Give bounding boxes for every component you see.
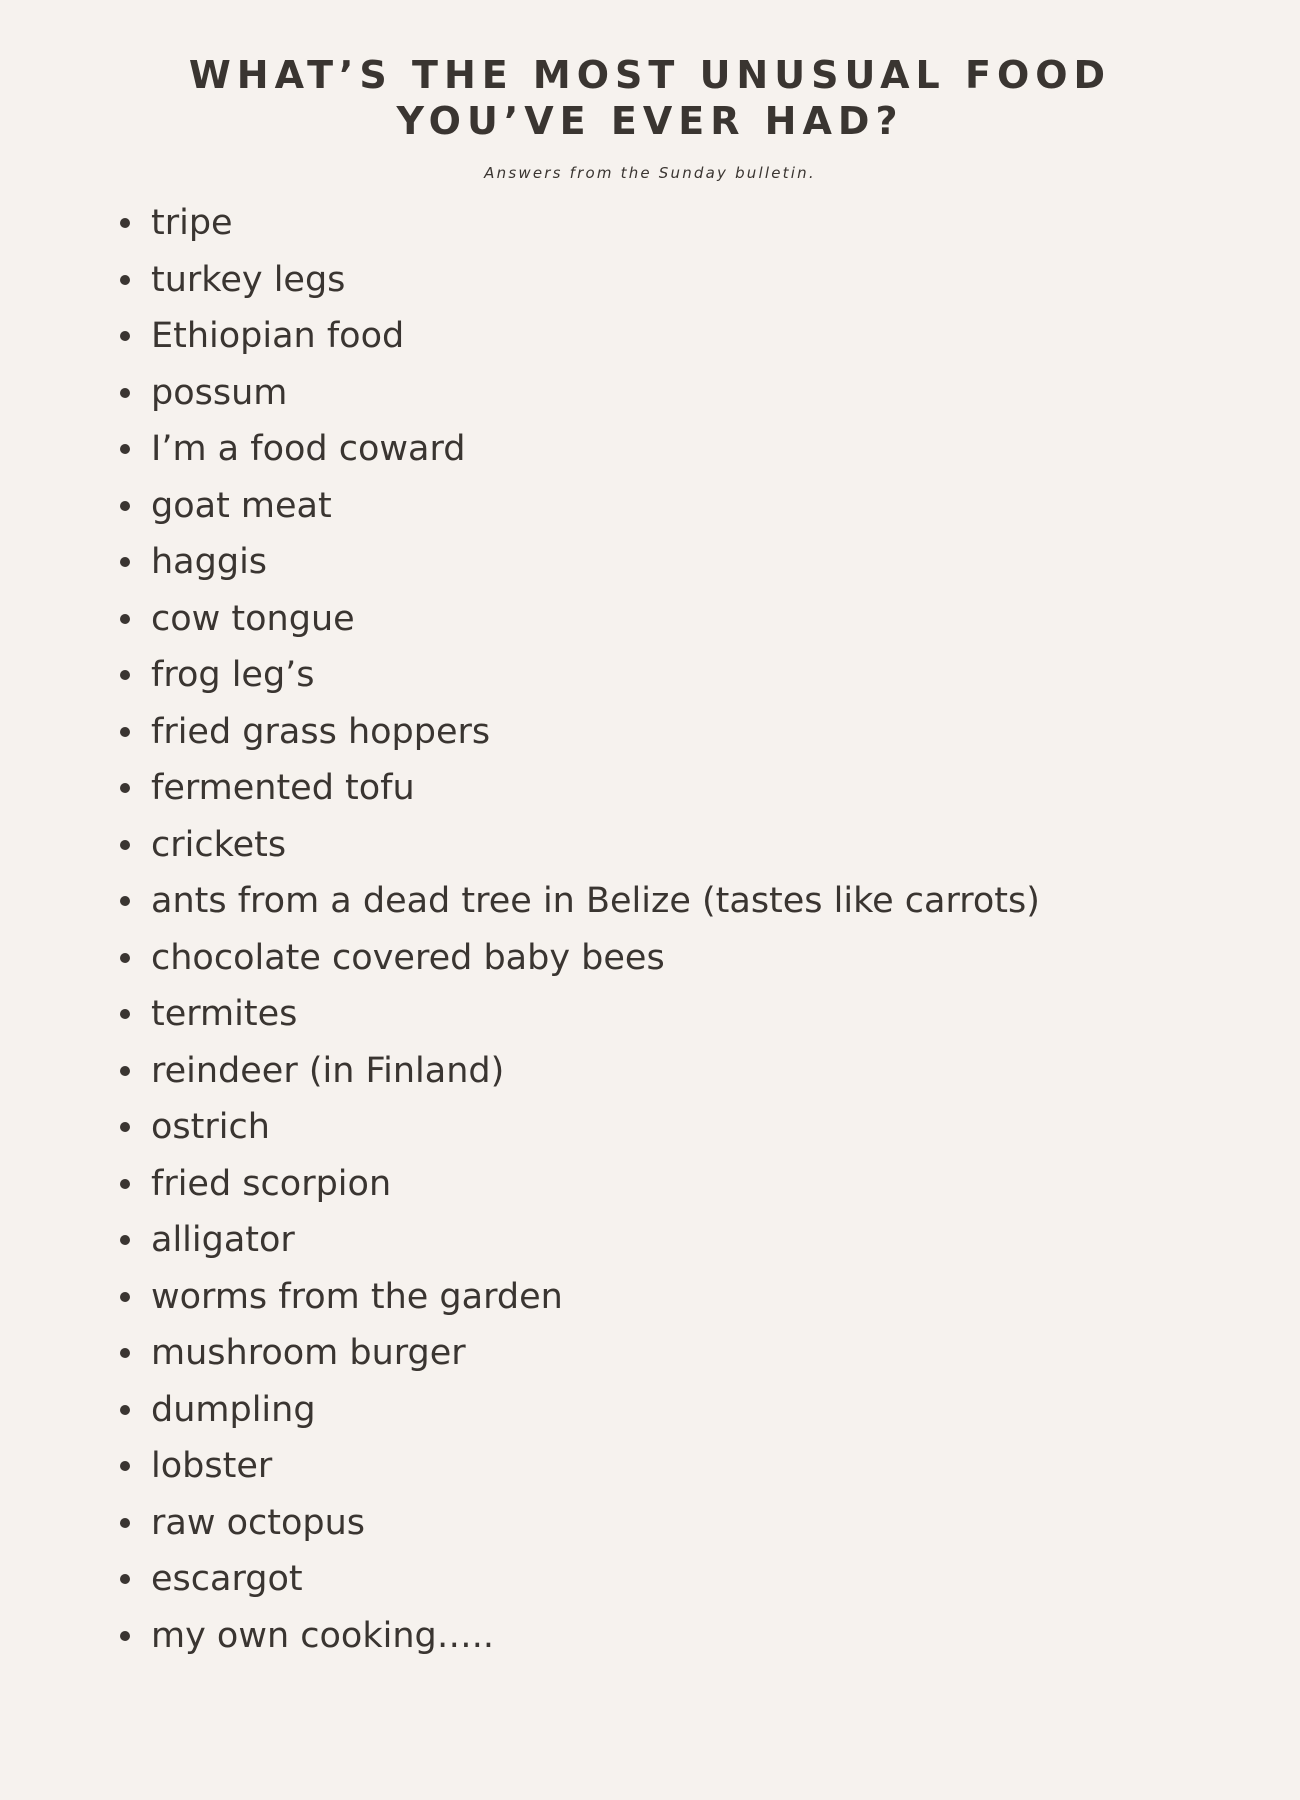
bullet-icon — [120, 444, 130, 454]
list-item — [118, 195, 1040, 252]
page-title — [0, 52, 1300, 144]
bullet-icon — [120, 1009, 130, 1019]
answers-list — [118, 195, 1040, 1664]
answer-text: escargot — [151, 1559, 303, 1599]
answer-text: alligator — [151, 1220, 295, 1260]
answer-text: ostrich — [151, 1107, 270, 1147]
bullet-icon — [120, 1518, 130, 1528]
answer-text: dumpling — [151, 1389, 316, 1430]
bullet-icon — [120, 557, 130, 567]
answer-text: chocolate covered baby bees — [151, 937, 665, 978]
bullet-icon — [120, 331, 130, 341]
answer-text: possum — [151, 372, 288, 413]
answer-text: goat meat — [151, 485, 332, 526]
bullet-icon — [120, 840, 130, 850]
answer-text: raw octopus — [151, 1502, 366, 1543]
bullet-icon — [120, 1405, 130, 1415]
list-item — [118, 873, 1040, 930]
list-item — [118, 1551, 1040, 1608]
bullet-icon — [120, 896, 130, 906]
answer-text: tripe — [151, 203, 233, 243]
answer-text: fried grass hoppers — [151, 711, 491, 752]
list-item — [118, 1043, 1040, 1100]
list-item — [118, 817, 1040, 874]
bullet-icon — [120, 1292, 130, 1302]
title-line-1: WHAT’S THE MOST UNUSUAL FOOD — [188, 53, 1112, 97]
bullet-icon — [120, 1631, 130, 1641]
list-item — [118, 1325, 1040, 1382]
list-item — [118, 1099, 1040, 1156]
page-subtitle: Answers from the Sunday bulletin. — [484, 164, 816, 182]
list-item — [118, 478, 1040, 535]
answer-text: haggis — [151, 542, 268, 582]
list-item — [118, 421, 1040, 478]
bullet-icon — [120, 1574, 130, 1584]
bullet-icon — [120, 1461, 130, 1471]
answer-text: Ethiopian food — [151, 316, 405, 356]
list-item — [118, 308, 1040, 365]
answer-text: I’m a food coward — [151, 429, 466, 469]
list-item — [118, 1156, 1040, 1213]
list-item — [118, 704, 1040, 761]
answer-text: frog leg’s — [151, 655, 315, 695]
list-item — [118, 647, 1040, 704]
answer-text: termites — [151, 994, 298, 1034]
list-item — [118, 1212, 1040, 1269]
bullet-icon — [120, 1179, 130, 1189]
list-item — [118, 930, 1040, 987]
bullet-icon — [120, 388, 130, 398]
list-item — [118, 365, 1040, 422]
bullet-icon — [120, 614, 130, 624]
list-item — [118, 1438, 1040, 1495]
bullet-icon — [120, 1348, 130, 1358]
bullet-icon — [120, 501, 130, 511]
bullet-icon — [120, 953, 130, 963]
answer-text: fermented tofu — [151, 768, 415, 808]
list-item — [118, 986, 1040, 1043]
bullet-icon — [120, 1122, 130, 1132]
list-item — [118, 1269, 1040, 1326]
answer-text: my own cooking….. — [151, 1615, 494, 1656]
title-line-2: YOU’VE EVER HAD? — [396, 99, 904, 143]
bullet-icon — [120, 275, 130, 285]
answer-text: worms from the garden — [151, 1276, 563, 1317]
list-item — [118, 1382, 1040, 1439]
bullet-icon — [120, 218, 130, 228]
list-item — [118, 1495, 1040, 1552]
answer-text: cow tongue — [151, 598, 355, 639]
answer-text: turkey legs — [151, 259, 346, 300]
answer-text: crickets — [151, 824, 287, 865]
bullet-icon — [120, 783, 130, 793]
bullet-icon — [120, 670, 130, 680]
answer-text: mushroom burger — [151, 1333, 466, 1373]
bullet-icon — [120, 727, 130, 737]
bullet-icon — [120, 1066, 130, 1076]
answer-text: lobster — [151, 1446, 273, 1486]
bullet-icon — [120, 1235, 130, 1245]
answer-text: fried scorpion — [151, 1163, 392, 1204]
list-item — [118, 534, 1040, 591]
list-item — [118, 760, 1040, 817]
list-item — [118, 252, 1040, 309]
answer-text: ants from a dead tree in Belize (tastes like carrots) — [151, 881, 1040, 921]
list-item — [118, 591, 1040, 648]
answer-text: reindeer (in Finland) — [151, 1050, 505, 1091]
list-item — [118, 1608, 1040, 1665]
